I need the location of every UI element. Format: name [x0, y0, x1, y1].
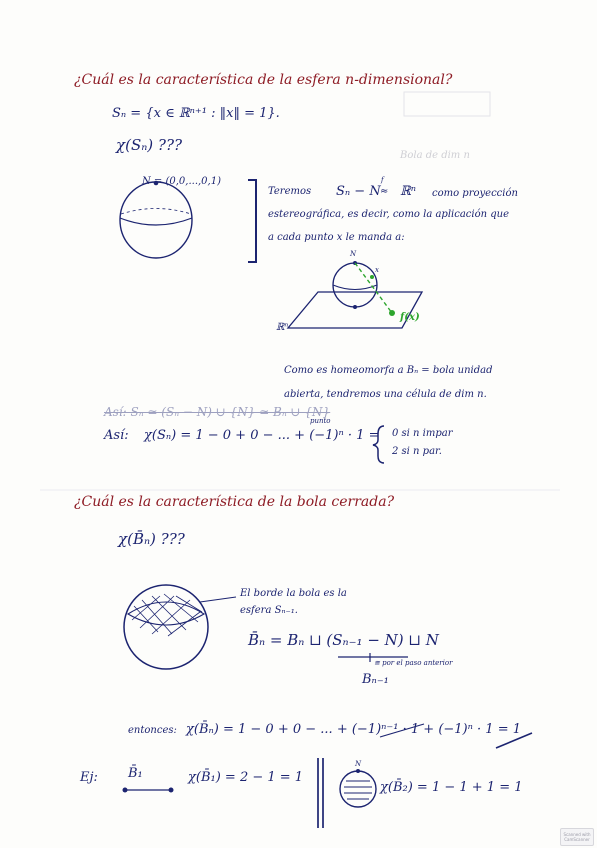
- map-target: ℝⁿ: [400, 184, 417, 199]
- ball-figure: [124, 585, 236, 669]
- ej-b1-label: B̄₁: [128, 766, 143, 781]
- border-line2: esfera Sₙ₋₁.: [240, 605, 298, 616]
- map-expr: Sₙ − N: [336, 184, 381, 199]
- entonces-label: entonces:: [128, 725, 177, 736]
- ghost-note: Bola de dim n: [400, 150, 470, 161]
- segment-b1-figure: [123, 788, 174, 793]
- homeo-line2: abierta, tendremos una célula de dim n.: [284, 389, 487, 400]
- ball-decomposition: B̄ₙ = Bₙ ⊔ (Sₙ₋₁ − N) ⊔ N: [248, 631, 439, 649]
- scanner-watermark: [560, 828, 594, 846]
- sphere-figure: [120, 181, 192, 258]
- north-pole-label: N = (0,0,...,0,1): [142, 176, 221, 187]
- map-f: f: [381, 176, 384, 184]
- asi-label: Así:: [104, 428, 129, 443]
- chi-sphere-query: χ(Sₙ) ???: [116, 136, 183, 154]
- teremos-label: Teremos: [268, 186, 312, 197]
- punto-label: punto: [310, 417, 331, 425]
- text-line2: estereográfica, es decir, como la aplicación que: [268, 209, 509, 220]
- ej-chi-b2: χ(B̄₂) = 1 − 1 + 1 = 1: [380, 780, 523, 795]
- border-line1: El borde la bola es la: [240, 588, 347, 599]
- note-small: ≅ por el paso anterior: [374, 659, 453, 667]
- ej-label: Ej:: [80, 770, 98, 785]
- ej-chi-b1: χ(B̄₁) = 2 − 1 = 1: [188, 770, 304, 785]
- map-approx: ≈: [380, 186, 389, 197]
- fig-plane-label: ℝⁿ: [276, 322, 289, 333]
- watermark-line2: CamScanner: [564, 837, 590, 842]
- fig-x-label: x: [375, 266, 379, 274]
- case-odd: 0 si n impar: [392, 428, 453, 439]
- map-tail: como proyección: [432, 188, 518, 199]
- entonces-formula: χ(B̄ₙ) = 1 − 0 + 0 − ... + (−1)ⁿ⁻¹ · 1 + (−1)ⁿ · 1 = 1: [186, 722, 521, 737]
- chi-ball-query: χ(B̄ₙ) ???: [118, 530, 185, 548]
- disk-b2-figure: [340, 769, 376, 807]
- ej-n-label: N: [355, 760, 362, 768]
- bracket-line: [248, 180, 256, 262]
- watermark-line1: Scanned with: [563, 832, 591, 837]
- homeo-line1: Como es homeomorfa a Bₙ = bola unidad: [284, 365, 493, 376]
- bn1-label: Bₙ₋₁: [362, 672, 389, 687]
- euler-formula: χ(Sₙ) = 1 − 0 + 0 − ... + (−1)ⁿ · 1 =: [144, 428, 380, 443]
- fig-n-label: N: [350, 250, 357, 258]
- question-ball: ¿Cuál es la característica de la bola cerrada?: [74, 494, 395, 510]
- sphere-definition: Sₙ = {x ∈ ℝⁿ⁺¹ : ‖x‖ = 1}.: [112, 106, 280, 121]
- fig-fx-label: f(x): [400, 312, 420, 323]
- asi-crossed: Así: Sₙ ≃ (Sₙ − N) ∪ {N} ≃ Bₙ ∪ {N}: [104, 405, 331, 419]
- case-even: 2 si n par.: [392, 446, 442, 457]
- question-sphere: ¿Cuál es la característica de la esfera n-dimensional?: [74, 72, 453, 88]
- text-line3: a cada punto x le manda a:: [268, 232, 405, 243]
